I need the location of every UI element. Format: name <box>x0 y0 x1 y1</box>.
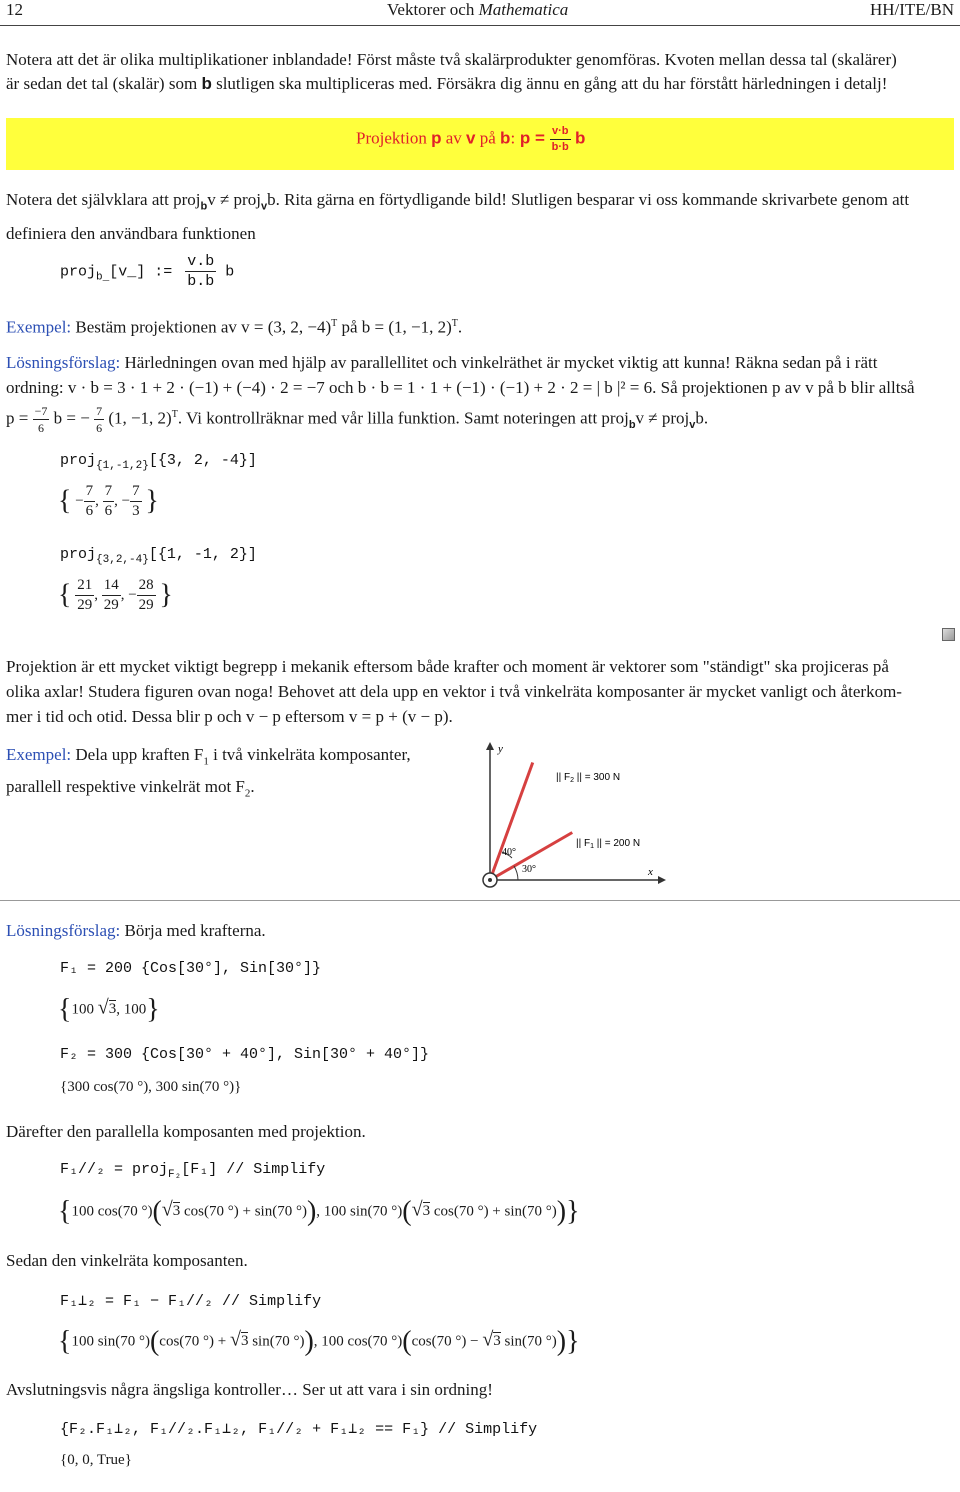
running-title-plain: Vektorer och <box>387 0 479 19</box>
text-perpendicular: Sedan den vinkelräta komposanten. <box>6 1251 248 1270</box>
example-label: Exempel: <box>6 317 72 337</box>
f2-magnitude-label: || $F_2$ || = 300 N <box>556 772 621 784</box>
running-title <box>387 0 568 22</box>
solution-1-line-3: p = $\frac{-7}{6}$ b = − $\frac{7}{6}$ (1, −1, 2)$^T$. Vi kontrollräknar med vår lilla funktion. Samt noteringen att proj$_b$v ≠ proj$_v$b. <box>6 404 709 436</box>
solution-1 <box>6 350 956 438</box>
bolt-center <box>488 878 492 882</box>
intro-line-2: är sedan det tal (skalär) som b slutligen ska multipliceras med. Försäkra dig ännu en gång att du har förstått härledningen i detalj! <box>6 74 888 93</box>
cell-6-output: {100 sin(70 °)(cos(70 °) + √3 sin(70 °)), 100 cos(70 °)(cos(70 °) − √3 sin(70 °))} <box>58 1326 580 1357</box>
projection-paragraph <box>6 654 956 729</box>
cell-2-output: { $\frac{21}{29}$ , $\frac{14}{29}$ , − $\frac{28}{29}$ } <box>58 577 173 613</box>
angle-40-label: 40° <box>502 847 516 858</box>
cell-7-input: {F₂.F₁⊥₂, F₁//₂.F₁⊥₂, F₁//₂ + F₁⊥₂ == F₁} // Simplify <box>60 1421 538 1438</box>
header-rule <box>0 25 960 26</box>
cell-6-input: F₁⊥₂ = F₁ − F₁//₂ // Simplify <box>60 1293 322 1310</box>
page-number: 12 <box>6 0 23 19</box>
note-line-2: definiera den användbara funktionen <box>6 224 256 244</box>
x-axis-label: x <box>648 866 653 878</box>
x-axis-arrowhead <box>658 876 666 884</box>
cell-5-input: F₁//₂ = proj$_{F_2}$[F₁] // Simplify <box>60 1161 326 1181</box>
cell-4-input: F₂ = 300 {Cos[30° + 40°], Sin[30° + 40°]} <box>60 1046 430 1063</box>
note-paragraph <box>6 186 956 247</box>
angle-arc-30 <box>514 866 518 880</box>
cell-3-output: {100 √3, 100} <box>58 994 160 1025</box>
proj-definition-cell: proj$_{b\_}$[v_] := $\frac{v.b}{b.b}$ b <box>60 253 235 290</box>
cell-2-input: proj$_{\{3,2,-4\}}$[{1, -1, 2}] <box>60 546 257 566</box>
example-2-line-2: parallell respektive vinkelrät mot $F_2$. <box>6 777 255 800</box>
figure-divider <box>0 900 960 901</box>
author-tag: HH/ITE/BN <box>869 0 954 19</box>
cell-1-input: proj$_{\{1,-1,2\}}$[{3, 2, -4}] <box>60 452 257 472</box>
solution-1-line-2: ordning: v · b = 3 · 1 + 2 · (−1) + (−4) · 2 = −7 och b · b = 1 · 1 + (−1) · (−1) + 2 · 2 = | b |² = 6. Så projektionen p av v på b blir alltså <box>6 378 915 397</box>
f2-vector <box>490 763 533 880</box>
paragraph-line-1: Projektion är ett mycket viktigt begrepp i mekanik eftersom både krafter och moment är vektorer som "ständigt" ska projiceras på <box>6 657 889 676</box>
cell-4-output: {300 cos(70 °), 300 sin(70 °)} <box>60 1079 242 1095</box>
example-2 <box>6 742 411 807</box>
projection-formula: Projektion p av v på b: p = $\frac{v\cdot b}{b\cdot b}$ b <box>356 125 586 153</box>
end-of-example-marker <box>942 628 955 641</box>
f1-magnitude-label: || $F_1$ || = 200 N <box>576 838 641 850</box>
paragraph-line-3: mer i tid och otid. Dessa blir p och v − p eftersom v = p + (v − p). <box>6 707 453 726</box>
running-title-italic: Mathematica <box>478 0 569 19</box>
intro-line-1: Notera att det är olika multiplikationer inblandade! Först måste två skalärprodukter genomföras. Kvoten mellan dessa tal (skalärer) <box>6 50 897 69</box>
y-axis-label: y <box>498 743 503 755</box>
y-axis-arrowhead <box>486 742 494 750</box>
note-line-1: Notera det självklara att proj$_b$v ≠ proj$_v$b. Rita gärna en förtydligande bild! Slutligen besparar vi oss kommande skrivarbete genom att <box>6 190 910 213</box>
text-checks: Avslutningsvis några ängsliga kontroller… Ser ut att vara i sin ordning! <box>6 1380 493 1399</box>
example-2-line-1: Exempel: Dela upp kraften $F_1$ i två vinkelräta komposanter, <box>6 745 411 768</box>
cell-3-input: F₁ = 200 {Cos[30°], Sin[30°]} <box>60 960 322 977</box>
solution-2: Lösningsförslag: Börja med krafterna. <box>6 921 266 940</box>
intro-paragraph <box>6 48 956 96</box>
example-1: Exempel: Bestäm projektionen av v = (3, 2, −4)$^T$ på b = (1, −1, 2)$^T$. <box>6 317 463 337</box>
angle-30-label: 30° <box>522 864 536 875</box>
cell-5-output: {100 cos(70 °)(√3 cos(70 °) + sin(70 °)), 100 sin(70 °)(√3 cos(70 °) + sin(70 °))} <box>58 1196 580 1227</box>
paragraph-line-2: olika axlar! Studera figuren ovan noga! Behovet att dela upp en vektor i två vinkelräta komposanter är mycket vanligt och återkom- <box>6 682 902 701</box>
force-diagram <box>470 738 670 898</box>
cell-7-output: {0, 0, True} <box>60 1452 132 1468</box>
cell-1-output: { − $\frac{7}{6}$ , $\frac{7}{6}$ , − $\frac{7}{3}$ } <box>58 483 159 519</box>
solution-1-line-1: Lösningsförslag: Härledningen ovan med hjälp av parallellitet och vinkelräthet är mycket viktig att kunna! Räkna sedan på i rätt <box>6 353 878 372</box>
text-parallel: Därefter den parallella komposanten med projektion. <box>6 1122 366 1141</box>
